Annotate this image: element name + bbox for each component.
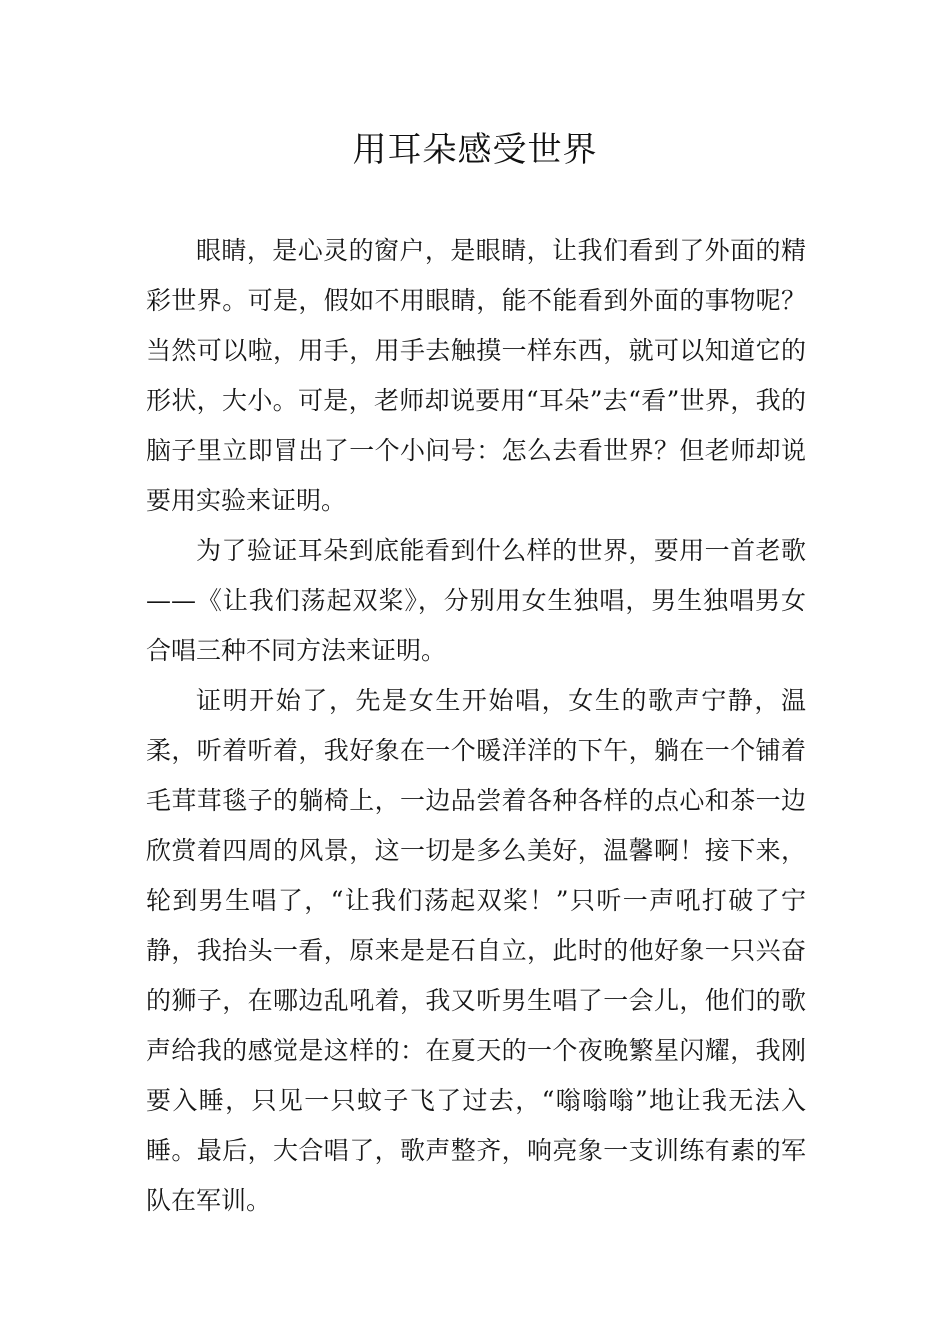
- paragraph-2: 为了验证耳朵到底能看到什么样的世界，要用一首老歌——《让我们荡起双桨》，分别用女生独唱，男生独唱男女合唱三种不同方法来证明。: [146, 536, 806, 665]
- paragraph-3: 证明开始了，先是女生开始唱，女生的歌声宁静，温柔，听着听着，我好象在一个暖洋洋的下午，躺在一个铺着毛茸茸毯子的躺椅上，一边品尝着各种各样的点心和茶一边欣赏着四周的风景，这一切是多么美好，温馨啊！接下来，轮到男生唱了，“让我们荡起双桨！”只听一声吼打破了宁静，我抬头一看，原来是是石自立，此时的他好象一只兴奋的狮子，在哪边乱吼着，我又听男生唱了一会儿，他们的歌声给我的感觉是这样的：在夏天的一个夜晚繁星闪耀，我刚要入睡，只见一只蚊子飞了过去，“嗡嗡嗡”地让我无法入睡。最后，大合唱了，歌声整齐，响亮象一支训练有素的军队在军训。: [146, 686, 806, 1215]
- paragraph-1: 眼睛，是心灵的窗户，是眼睛，让我们看到了外面的精彩世界。可是，假如不用眼睛，能不能看到外面的事物呢？当然可以啦，用手，用手去触摸一样东西，就可以知道它的形状，大小。可是，老师却说要用“耳朵”去“看”世界，我的脑子里立即冒出了一个小问号：怎么去看世界？但老师却说要用实验来证明。: [146, 236, 806, 515]
- document-body: [146, 226, 806, 1226]
- document-title: 用耳朵感受世界: [352, 130, 598, 170]
